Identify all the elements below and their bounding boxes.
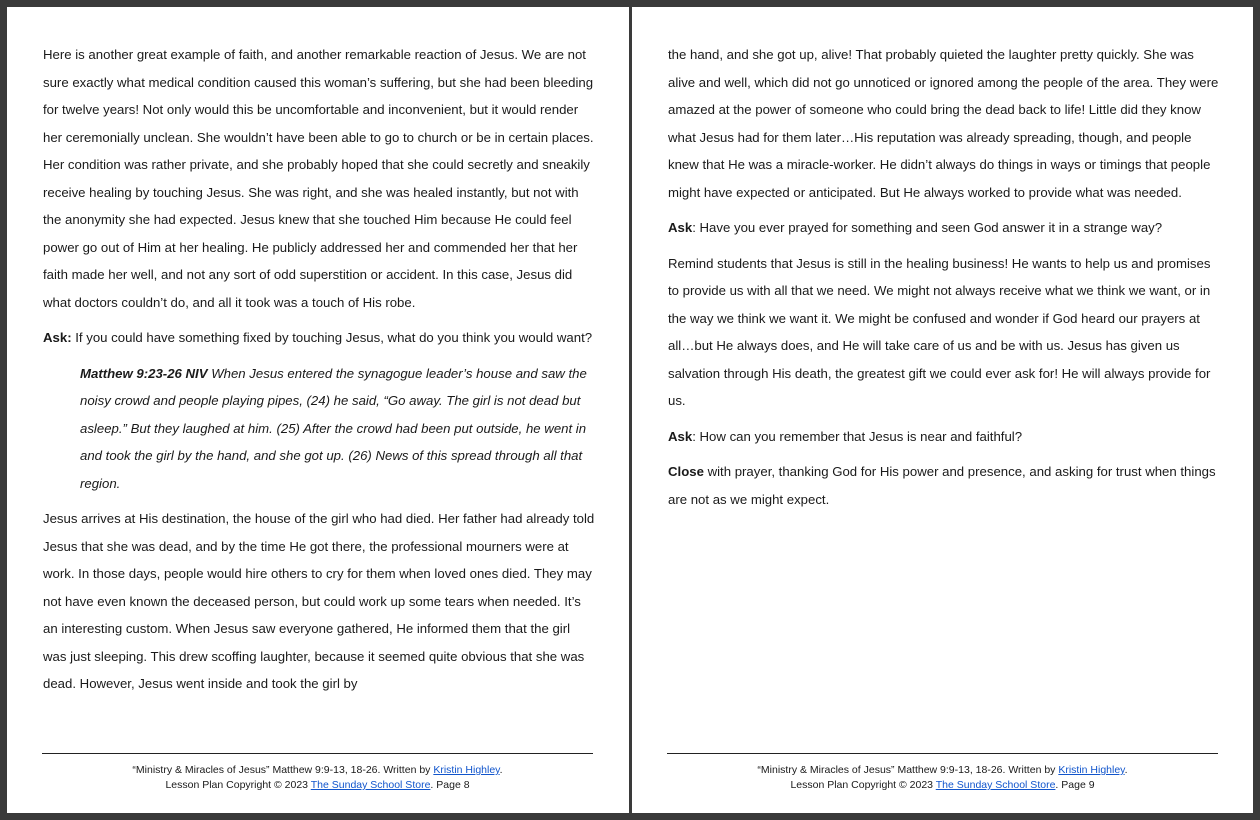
- close-label: Close: [668, 464, 704, 479]
- ask-label: Ask: [668, 428, 693, 444]
- footer-punct: .: [1124, 764, 1128, 776]
- ask-text: : Have you ever prayed for something and seen God answer it in a strange way?: [692, 220, 1163, 235]
- ask-question: [668, 423, 1222, 451]
- page-left: [7, 7, 629, 813]
- scripture-quote: [80, 360, 597, 498]
- page-footer: [667, 753, 1218, 799]
- footer-copyright: Lesson Plan Copyright © 2023: [165, 779, 311, 791]
- ask-question: [43, 324, 597, 352]
- store-link[interactable]: The Sunday School Store: [310, 779, 431, 791]
- ask-text: : How can you remember that Jesus is near and faithful?: [692, 428, 1023, 444]
- body-paragraph: Jesus arrives at His destination, the house of the girl who had died. Her father had already told Jesus that she was dead, and by the time He got there, the professional mourners were at work. In those days, people would hire others to cry for them when loved ones died. They may not have even known the deceased person, but could work up some tears when needed. It’s an interesting custom. When Jesus saw everyone gathered, He informed them that the girl was just sleeping. This drew scoffing laughter, because it seemed quite obvious that she was dead. However, Jesus went inside and took the girl by: [43, 511, 595, 691]
- store-link[interactable]: The Sunday School Store: [935, 779, 1056, 791]
- footer-title: “Ministry & Miracles of Jesus” Matthew 9:9-13, 18-26. Written by: [132, 764, 434, 776]
- close-instruction: [668, 458, 1222, 513]
- footer-line-2: [42, 778, 593, 793]
- page-number: . Page 9: [1055, 779, 1095, 791]
- footer-line-1: [42, 763, 593, 778]
- body-paragraph: the hand, and she got up, alive! That probably quieted the laughter pretty quickly. She was alive and well, which did not go unnoticed or ignored among the people of the area. They were amazed at the power of someone who could bring the dead back to life! Little did they know what Jesus had for them later…His reputation was already spreading, though, and people knew that He was a miracle-worker. He didn’t always do things in ways or timings that people might have expected or anticipated. But He always worked to provide what was needed.: [668, 47, 1219, 200]
- author-link[interactable]: Kristin Highley: [433, 764, 500, 776]
- author-link[interactable]: Kristin Highley: [1058, 764, 1125, 776]
- body-paragraph: Remind students that Jesus is still in the healing business! He wants to help us and promises to provide us with all that we need. We might not always receive what we think we want, or in the way we think we want it. We might be confused and wonder if God heard our prayers at all…but He always does, and He will take care of us and be with us. Jesus has given us salvation through His death, the greatest gift we could ever ask for! He will always provide for us.: [668, 255, 1211, 408]
- footer-punct: .: [499, 764, 503, 776]
- footer-copyright: Lesson Plan Copyright © 2023: [790, 779, 936, 791]
- page-right: [632, 7, 1253, 813]
- ask-question: [668, 214, 1222, 242]
- page-footer: [42, 753, 593, 799]
- ask-text: If you could have something fixed by touching Jesus, what do you think you would want?: [71, 330, 593, 345]
- page-number: . Page 8: [430, 779, 470, 791]
- scripture-text: When Jesus entered the synagogue leader’s house and saw the noisy crowd and people playing pipes, (24) he said, “Go away. The girl is not dead but asleep.” But they laughed at him. (25) After the crowd had been put outside, he went in and took the girl by the hand, and she got up. (26) News of this spread through all that region.: [80, 365, 587, 491]
- page-content: [43, 41, 597, 706]
- scripture-reference: Matthew 9:23-26 NIV: [80, 365, 208, 381]
- footer-line-2: [667, 778, 1218, 793]
- body-paragraph: Here is another great example of faith, and another remarkable reaction of Jesus. We are not sure exactly what medical condition caused this woman’s suffering, but she had been bleeding for twelve years! Not only would this be uncomfortable and inconvenient, but it would render her ceremonially unclean. She wouldn’t have been able to go to church or be in certain places. Her condition was rather private, and she probably hoped that she could secretly and sneakily receive healing by touching Jesus. She was right, and she was healed instantly, but not with the anonymity she had expected. Jesus knew that she touched Him because He could feel power go out of Him at her healing. He publicly addressed her and commended her that her faith made her well, and not any sort of odd superstition or accident. In this case, Jesus did what doctors couldn’t do, and all it took was a touch of His robe.: [43, 47, 594, 310]
- ask-label: Ask:: [43, 330, 72, 345]
- ask-label: Ask: [668, 220, 693, 235]
- footer-title: “Ministry & Miracles of Jesus” Matthew 9:9-13, 18-26. Written by: [757, 764, 1059, 776]
- close-text: with prayer, thanking God for His power and presence, and asking for trust when things are not as we might expect.: [668, 464, 1216, 507]
- page-content: [668, 41, 1222, 521]
- footer-line-1: [667, 763, 1218, 778]
